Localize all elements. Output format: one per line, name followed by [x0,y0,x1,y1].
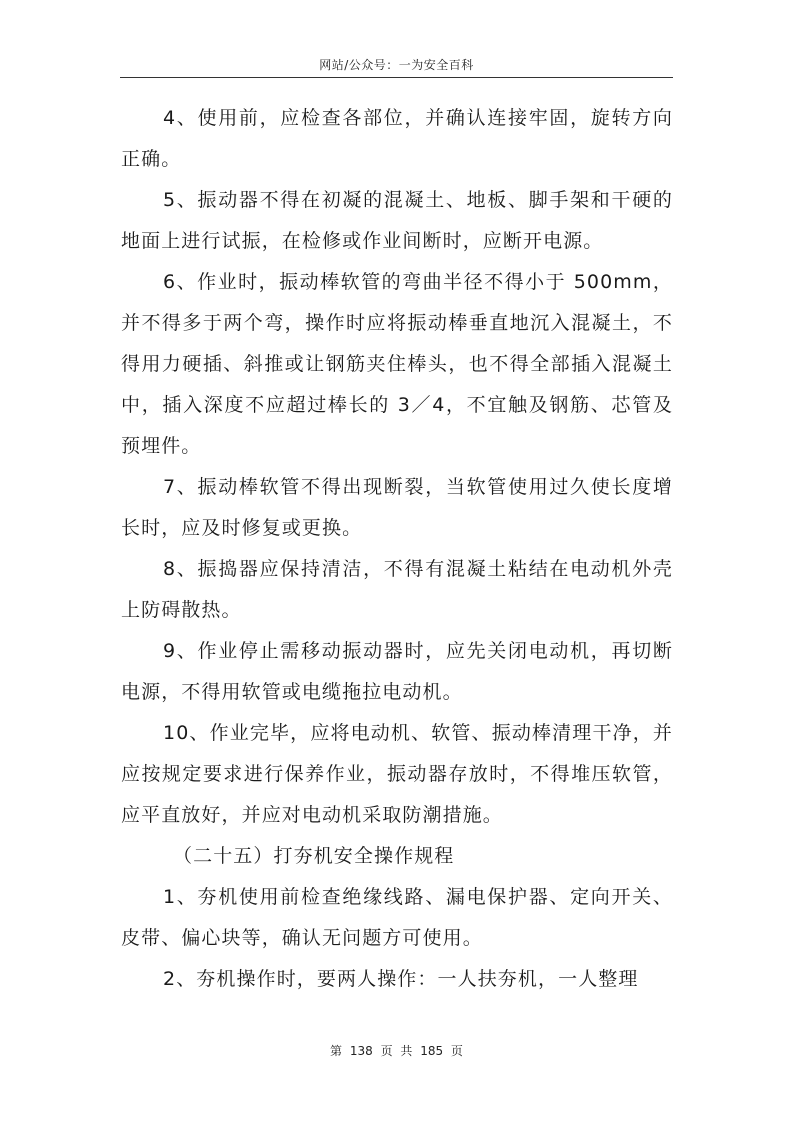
section-paragraph-2: 2、夯机操作时，要两人操作：一人扶夯机，一人整理 [163,968,639,990]
paragraph-item-8: 8、振捣器应保持清洁，不得有混凝土粘结在电动机外壳上防碍散热。 [121,558,673,621]
page-footer: 第 138 页 共 185 页 [330,1044,463,1058]
page-header: 网站/公众号：一为安全百科 [319,58,474,72]
paragraph-item-10: 10、作业完毕，应将电动机、软管、振动棒清理干净，并应按规定要求进行保养作业，振动器存放时，不得堆压软管，应平直放好，并应对电动机采取防潮措施。 [121,722,673,826]
paragraph-item-5: 5、振动器不得在初凝的混凝土、地板、脚手架和干硬的地面上进行试振，在检修或作业间断时，应断开电源。 [121,189,673,252]
document-body [121,98,673,1000]
paragraph-item-6: 6、作业时，振动棒软管的弯曲半径不得小于 500mm，并不得多于两个弯，操作时应将振动棒垂直地沉入混凝土，不得用力硬插、斜推或让钢筋夹住棒头，也不得全部插入混凝土中，插入深度不应超过棒长的 3／4，不宜触及钢筋、芯管及预埋件。 [121,271,673,457]
paragraph-item-9: 9、作业停止需移动振动器时，应先关闭电动机，再切断电源，不得用软管或电缆拖拉电动机。 [121,640,673,703]
section-paragraph-1: 1、夯机使用前检查绝缘线路、漏电保护器、定向开关、皮带、偏心块等，确认无问题方可使用。 [121,886,673,949]
section-heading: （二十五）打夯机安全操作规程 [173,845,455,867]
paragraph-item-4: 4、使用前，应检查各部位，并确认连接牢固，旋转方向正确。 [121,107,673,170]
paragraph-item-7: 7、振动棒软管不得出现断裂，当软管使用过久使长度增长时，应及时修复或更换。 [121,476,673,539]
header-divider [120,77,673,78]
